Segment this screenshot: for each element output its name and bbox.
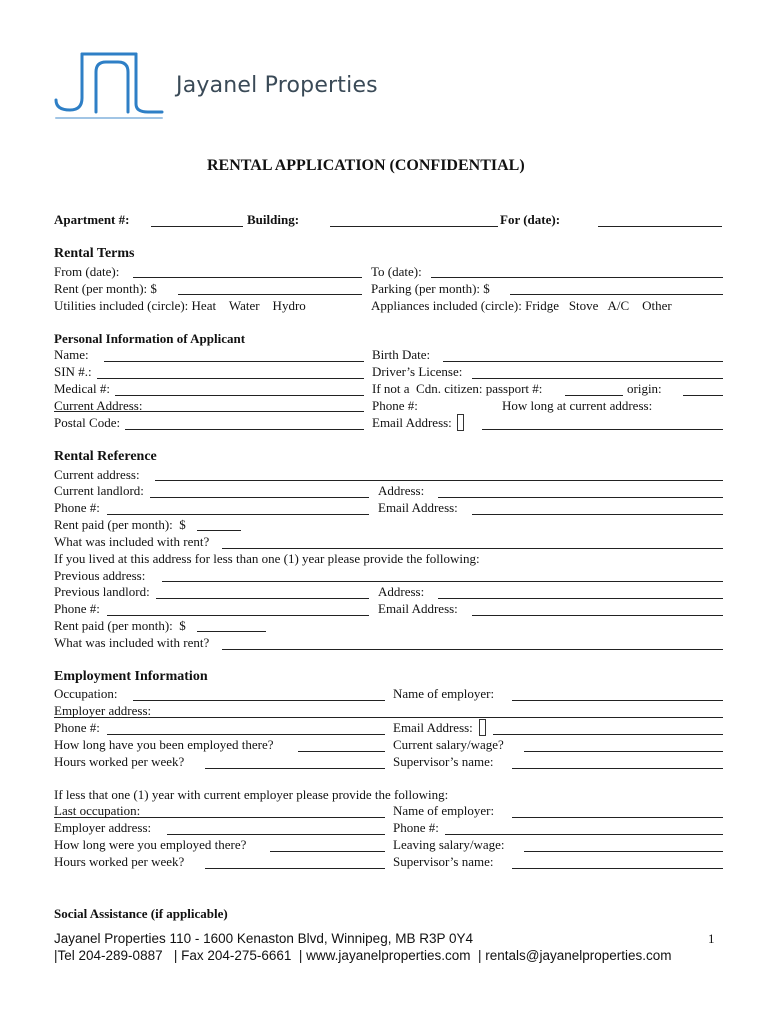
to-date-label: To (date): <box>371 264 422 279</box>
current-landlord-label: Current landlord: <box>54 483 144 498</box>
apartment-label: Apartment #: <box>54 212 130 227</box>
prev-landlord-address-field[interactable] <box>438 598 723 599</box>
employer-phone2-label: Phone #: <box>393 820 439 835</box>
medical-label: Medical #: <box>54 381 110 396</box>
rent-paid-label: Rent paid (per month): $ <box>54 517 186 532</box>
personal-heading: Personal Information of Applicant <box>54 331 246 346</box>
current-address-label: Current Address: <box>54 398 143 413</box>
origin-field[interactable] <box>683 395 723 396</box>
passport-field[interactable] <box>565 395 623 396</box>
occupation-field[interactable] <box>133 700 385 701</box>
supervisor2-label: Supervisor’s name: <box>393 854 494 869</box>
current-landlord-field[interactable] <box>150 497 369 498</box>
included-label: What was included with rent? <box>54 534 210 549</box>
name-field[interactable] <box>104 361 364 362</box>
supervisor-label: Supervisor’s name: <box>393 754 494 769</box>
employer-phone-field[interactable] <box>107 734 385 735</box>
last-occupation-label: Last occupation: <box>54 803 141 818</box>
for-date-label: For (date): <box>500 212 561 227</box>
rent-field[interactable] <box>178 294 362 295</box>
current-address-field[interactable] <box>54 411 364 412</box>
employed-how-long2-field[interactable] <box>270 851 385 852</box>
employed-how-long2-label: How long were you employed there? <box>54 837 247 852</box>
parking-label: Parking (per month): $ <box>371 281 490 296</box>
employer-phone2-field[interactable] <box>445 834 723 835</box>
footer-address: Jayanel Properties 110 - 1600 Kenaston Blvd, Winnipeg, MB R3P 0Y4 <box>54 931 473 946</box>
employment-less-than-year-note: If less that one (1) year with current employer please provide the following: <box>54 787 449 802</box>
rental-reference-heading: Rental Reference <box>54 449 157 464</box>
included-field[interactable] <box>222 548 723 549</box>
previous-landlord-label: Previous landlord: <box>54 584 150 599</box>
ref-current-address-label: Current address: <box>54 467 140 482</box>
apartment-field[interactable] <box>151 226 243 227</box>
last-occupation-field[interactable] <box>54 817 385 818</box>
employer-address-field[interactable] <box>54 717 723 718</box>
hours2-field[interactable] <box>205 868 385 869</box>
employer-name-label: Name of employer: <box>393 686 495 701</box>
from-date-field[interactable] <box>133 277 362 278</box>
salary-label: Current salary/wage? <box>393 737 504 752</box>
employer-email-label: Email Address: <box>393 720 473 735</box>
employed-how-long-field[interactable] <box>298 751 385 752</box>
birth-date-label: Birth Date: <box>372 347 431 362</box>
how-long-label: How long at current address: <box>502 398 653 413</box>
employed-how-long-label: How long have you been employed there? <box>54 737 274 752</box>
hours-field[interactable] <box>205 768 385 769</box>
appliances-label: Appliances included (circle): Fridge Stove A/C Other <box>371 298 672 313</box>
email-field[interactable] <box>482 429 723 430</box>
building-field[interactable] <box>330 226 498 227</box>
employer-name2-label: Name of employer: <box>393 803 495 818</box>
social-assistance-heading: Social Assistance (if applicable) <box>54 906 228 921</box>
employer-name2-field[interactable] <box>512 817 723 818</box>
to-date-field[interactable] <box>431 277 723 278</box>
previous-landlord-field[interactable] <box>156 598 369 599</box>
less-than-year-note: If you lived at this address for less than one (1) year please provide the following: <box>54 551 480 566</box>
from-date-label: From (date): <box>54 264 120 279</box>
rent-paid2-label: Rent paid (per month): $ <box>54 618 186 633</box>
employer-email-box[interactable] <box>479 719 486 736</box>
leaving-salary-label: Leaving salary/wage: <box>393 837 505 852</box>
page-title: RENTAL APPLICATION (CONFIDENTIAL) <box>207 157 525 174</box>
employer-email-field[interactable] <box>493 734 723 735</box>
company-name: Jayanel Properties <box>176 73 378 98</box>
ref-current-address-field[interactable] <box>155 480 723 481</box>
parking-field[interactable] <box>510 294 723 295</box>
previous-address-label: Previous address: <box>54 568 146 583</box>
license-field[interactable] <box>472 378 723 379</box>
landlord-address-field[interactable] <box>438 497 723 498</box>
hours2-label: Hours worked per week? <box>54 854 185 869</box>
postal-code-field[interactable] <box>125 429 364 430</box>
supervisor2-field[interactable] <box>512 868 723 869</box>
employer-address2-field[interactable] <box>167 834 385 835</box>
email-input-box[interactable] <box>457 414 464 431</box>
employment-heading: Employment Information <box>54 669 208 684</box>
postal-code-label: Postal Code: <box>54 415 121 430</box>
rent-paid-field[interactable] <box>197 530 241 531</box>
employer-name-field[interactable] <box>512 700 723 701</box>
landlord-address-label: Address: <box>378 483 425 498</box>
included2-label: What was included with rent? <box>54 635 210 650</box>
included2-field[interactable] <box>222 649 723 650</box>
birth-date-field[interactable] <box>443 361 723 362</box>
prev-phone-field[interactable] <box>107 615 369 616</box>
landlord-email-field[interactable] <box>472 514 723 515</box>
sin-field[interactable] <box>97 378 364 379</box>
occupation-label: Occupation: <box>54 686 118 701</box>
building-label: Building: <box>247 212 300 227</box>
hours-label: Hours worked per week? <box>54 754 185 769</box>
medical-field[interactable] <box>115 395 364 396</box>
license-label: Driver’s License: <box>372 364 463 379</box>
utilities-label: Utilities included (circle): Heat Water Hydro <box>54 298 306 313</box>
page-number: 1 <box>708 931 715 946</box>
name-label: Name: <box>54 347 89 362</box>
rental-terms-heading: Rental Terms <box>54 246 135 261</box>
employer-address2-label: Employer address: <box>54 820 152 835</box>
passport-label: If not a Cdn. citizen: passport #: <box>372 381 543 396</box>
logo-mark <box>52 52 168 122</box>
landlord-email-label: Email Address: <box>378 500 458 515</box>
footer-contact: |Tel 204-289-0887 | Fax 204-275-6661 | www.jayanelproperties.com | rentals@jayanelproperties.com <box>54 948 672 963</box>
origin-label: origin: <box>627 381 662 396</box>
rent-paid2-field[interactable] <box>197 631 266 632</box>
prev-landlord-address-label: Address: <box>378 584 425 599</box>
prev-email-field[interactable] <box>472 615 723 616</box>
prev-phone-label: Phone #: <box>54 601 100 616</box>
rent-label: Rent (per month): $ <box>54 281 157 296</box>
leaving-salary-field[interactable] <box>524 851 723 852</box>
phone-label: Phone #: <box>372 398 418 413</box>
supervisor-field[interactable] <box>512 768 723 769</box>
landlord-phone-label: Phone #: <box>54 500 100 515</box>
email-label: Email Address: <box>372 415 452 430</box>
landlord-phone-field[interactable] <box>107 514 369 515</box>
employer-address-label: Employer address: <box>54 703 152 718</box>
prev-email-label: Email Address: <box>378 601 458 616</box>
for-date-field[interactable] <box>598 226 722 227</box>
sin-label: SIN #.: <box>54 364 92 379</box>
previous-address-field[interactable] <box>162 581 723 582</box>
salary-field[interactable] <box>524 751 723 752</box>
employer-phone-label: Phone #: <box>54 720 100 735</box>
